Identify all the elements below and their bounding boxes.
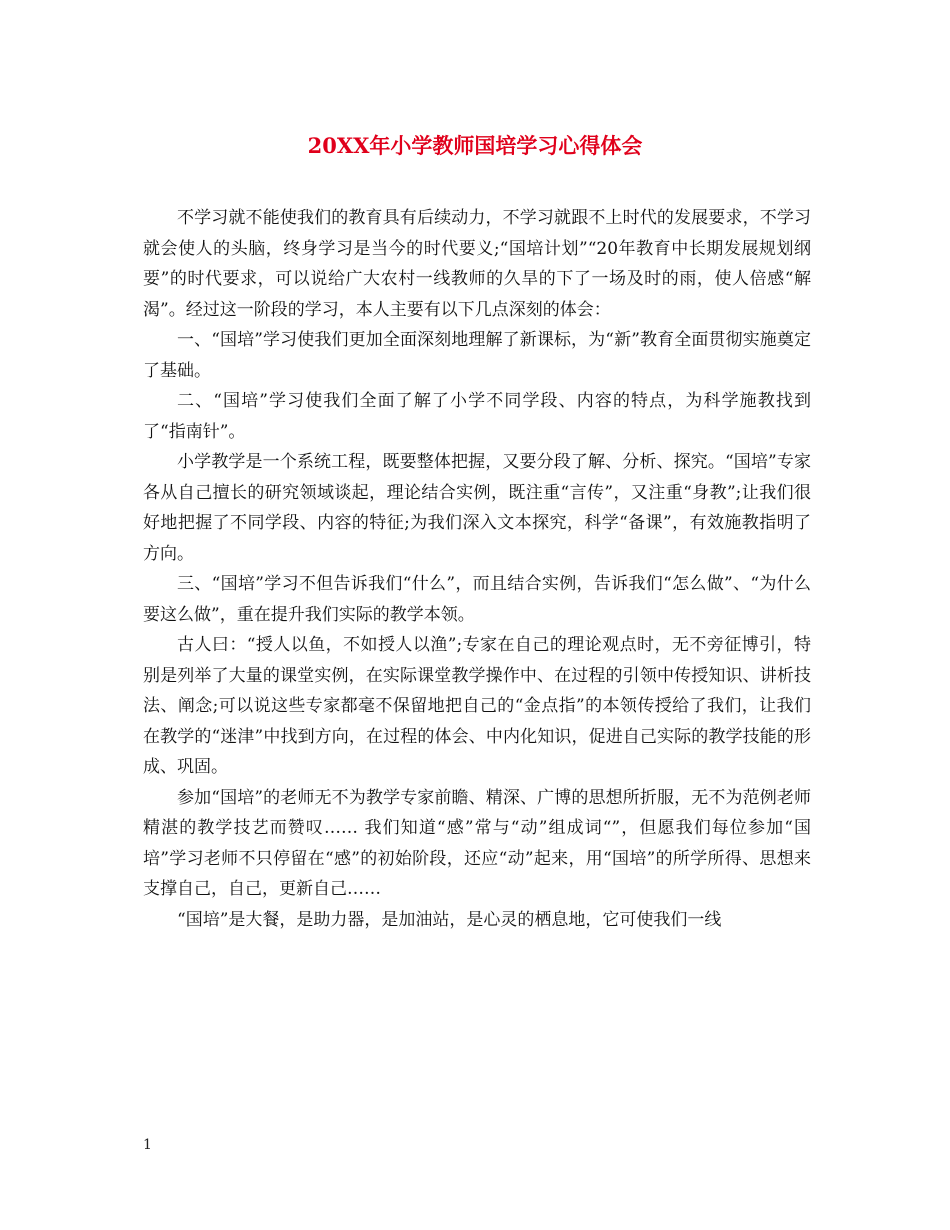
paragraph-point-one: 一、“国培”学习使我们更加全面深刻地理解了新课标，为“新”教育全面贯彻实施奠定了基础。 [143, 330, 811, 381]
paragraph-ancient-saying: 古人曰：“授人以鱼，不如授人以渔”;专家在自己的理论观点时，无不旁征博引，特别是列举了大量的课堂实例，在实际课堂教学操作中、在过程的引领中传授知识、讲析技法、阐念;可以说这些专家都毫不保留地把自己的“金点指”的本领传授给了我们，让我们在教学的“迷津”中找到方向，在过程的体会、中内化知识，促进自己实际的教学技能的形成、巩固。 [143, 635, 811, 777]
paragraph-system-engineering: 小学教学是一个系统工程，既要整体把握，又要分段了解、分析、探究。“国培”专家各从自己擅长的研究领域谈起，理论结合实例，既注重“言传”，又注重“身教”;让我们很好地把握了不同学段、内容的特征;为我们深入文本探究，科学“备课”，有效施教指明了方向。 [143, 452, 811, 564]
paragraph-intro: 不学习就不能使我们的教育具有后续动力，不学习就跟不上时代的发展要求，不学习就会使人的头脑，终身学习是当今的时代要义;“国培计划”“20年教育中长期发展规划纲要”的时代要求，可以说给广大农村一线教师的久旱的下了一场及时的雨，使人倍感“解渴”。经过这一阶段的学习，本人主要有以下几点深刻的体会： [143, 208, 811, 320]
document-body [143, 203, 811, 935]
paragraph-participants: 参加“国培”的老师无不为教学专家前瞻、精深、广博的思想所折服，无不为范例老师精湛的教学技艺而赞叹…… 我们知道“感”常与“动”组成词“”，但愿我们每位参加“国培”学习老师不只停留在“感”的初始阶段，还应“动”起来，用“国培”的所学所得、思想来支撑自己，自己，更新自己…… [143, 787, 811, 899]
paragraph-point-three: 三、“国培”学习不但告诉我们“什么”，而且结合实例，告诉我们“怎么做”、“为什么要这么做”，重在提升我们实际的教学本领。 [143, 574, 811, 625]
paragraph-feast: “国培”是大餐，是助力器，是加油站，是心灵的栖息地，它可使我们一线 [177, 909, 722, 930]
page-number: 1 [143, 1137, 152, 1153]
document-title: 20XX年小学教师国培学习心得体会 [307, 133, 643, 158]
paragraph-point-two: 二、“国培”学习使我们全面了解了小学不同学段、内容的特点，为科学施教找到了“指南针”。 [143, 391, 811, 442]
